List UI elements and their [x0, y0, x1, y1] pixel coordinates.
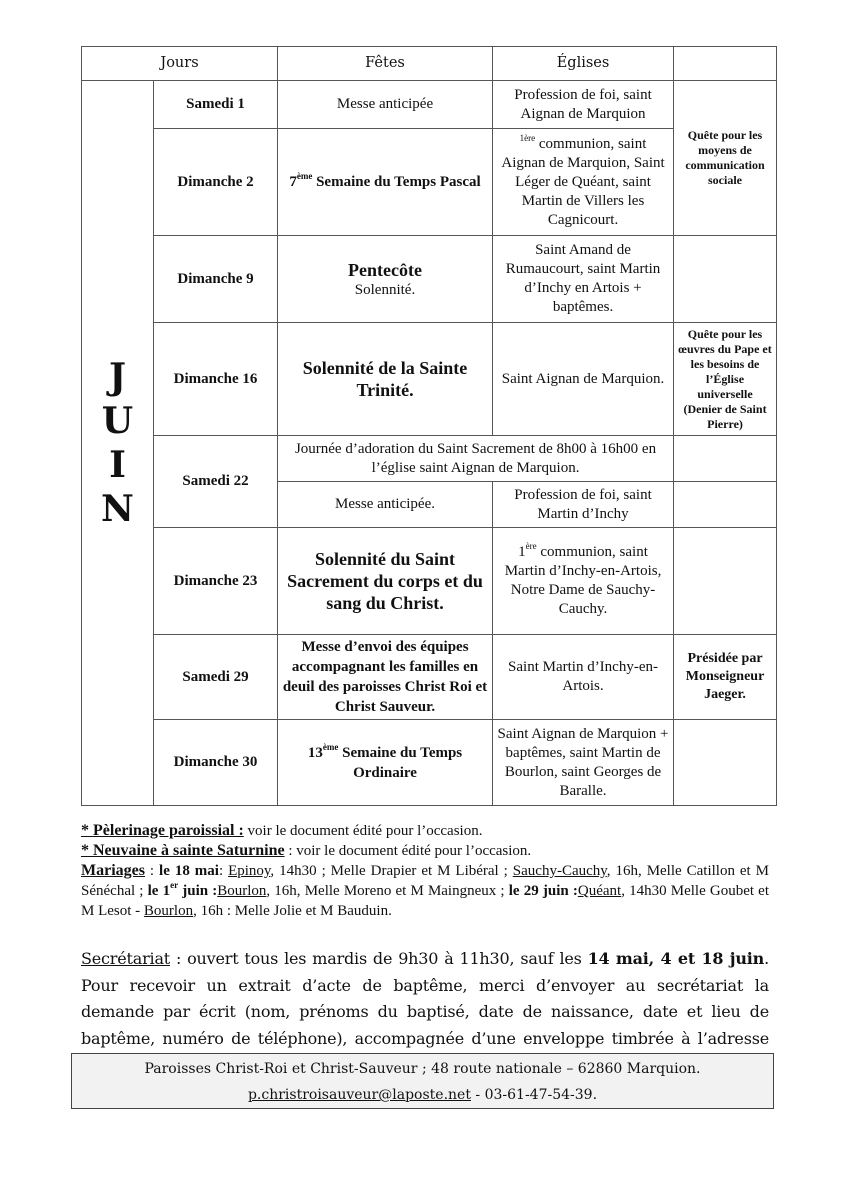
- month-letter: U: [101, 400, 134, 442]
- table-row: [82, 323, 777, 436]
- mariages-text: , 16h : Melle Jolie et M Bauduin.: [193, 903, 392, 919]
- month-letter: J: [108, 356, 127, 398]
- fete-sup: ème: [322, 741, 339, 752]
- mariages-text: :: [218, 863, 229, 879]
- mariages-place: Sauchy-Cauchy: [512, 863, 607, 879]
- mariages-paragraph: [81, 861, 769, 921]
- mariages-text: :: [144, 863, 160, 879]
- eglise-cell: Saint Amand de Rumaucourt, saint Martin d’Inchy en Artois + baptêmes.: [493, 236, 674, 323]
- day-cell: Dimanche 30: [154, 720, 278, 806]
- neuvaine-line: [81, 841, 769, 861]
- fete-cell: Messe anticipée.: [278, 482, 493, 528]
- table-row: [82, 81, 777, 129]
- eglise-sup: ère: [525, 541, 537, 551]
- mariages-place: Epinoy: [228, 863, 271, 879]
- table-row: [82, 528, 777, 635]
- note-cell: [674, 528, 777, 635]
- mariages-label: Mariages: [81, 862, 145, 879]
- day-cell: Dimanche 16: [154, 323, 278, 436]
- fete-text: Semaine du Temps Ordinaire: [338, 744, 463, 781]
- month-letter: N: [101, 488, 134, 530]
- mariages-date: le 18 mai: [159, 863, 219, 879]
- fete-cell: Solennité du Saint Sacrement du corps et du sang du Christ.: [278, 528, 493, 635]
- footer-box: [71, 1053, 774, 1109]
- eglise-text: communion, saint Aignan de Marquion, Saint Léger de Quéant, saint Martin de Villers les Cagnicourt.: [501, 135, 665, 228]
- eglise-cell: Saint Martin d’Inchy-en-Artois.: [493, 635, 674, 720]
- pelerinage-label: * Pèlerinage paroissial :: [81, 822, 244, 839]
- day-cell: Samedi 1: [154, 81, 278, 129]
- mariages-place: Bourlon: [217, 883, 267, 899]
- eglise-cell: Profession de foi, saint Martin d’Inchy: [493, 482, 674, 528]
- mariages-text: , 14h30 Melle Goubet et M Lesot -: [81, 883, 770, 919]
- eglise-cell: Saint Aignan de Marquion.: [493, 323, 674, 436]
- note-cell: [674, 236, 777, 323]
- fete-cell: [278, 236, 493, 323]
- eglise-sup: 1ère: [519, 132, 536, 143]
- secretariat-text: . Pour recevoir un extrait d’acte de baptême, merci d’envoyer au secrétariat la demande par écrit (nom, prénoms du baptisé, date de naissance, date et lieu de baptême, numéro de téléphone), accompagnée d’une enveloppe timbrée à l’adresse: [81, 949, 769, 1048]
- mariages-date: le 29 juin :: [508, 883, 578, 899]
- fete-cell: [278, 720, 493, 806]
- pelerinage-text: voir le document édité pour l’occasion.: [243, 823, 483, 839]
- table-row: [82, 436, 777, 482]
- fete-subtitle: Solennité.: [354, 281, 416, 298]
- pelerinage-line: [81, 821, 769, 841]
- fete-cell: Solennité de la Sainte Trinité.: [278, 323, 493, 436]
- eglise-ordinal: 1: [518, 544, 526, 560]
- footer-phone: 03-61-47-54-39.: [484, 1087, 598, 1103]
- day-cell: Samedi 29: [154, 635, 278, 720]
- eglise-text: communion, saint Martin d’Inchy-en-Artois, Notre Dame de Sauchy-Cauchy.: [504, 544, 662, 617]
- note-cell: Quête pour les moyens de communication sociale: [674, 81, 777, 236]
- fete-ordinal: 13: [307, 744, 323, 761]
- header-eglises: Églises: [493, 47, 674, 81]
- table-row: [82, 635, 777, 720]
- header-row: [82, 47, 777, 81]
- month-label: [82, 81, 154, 806]
- mariages-text: , 16h, Melle Moreno et M Maingneux ;: [266, 883, 509, 899]
- fete-title: Pentecôte: [348, 259, 422, 280]
- footer-separator: -: [470, 1087, 485, 1103]
- mariages-sup: er: [170, 880, 179, 890]
- table-row: [82, 720, 777, 806]
- month-letter: I: [109, 444, 126, 486]
- fete-cell: Messe anticipée: [278, 81, 493, 129]
- eglise-cell: Saint Aignan de Marquion + baptêmes, saint Martin de Bourlon, saint Georges de Baralle.: [493, 720, 674, 806]
- footer-email-link[interactable]: p.christroisauveur@laposte.net: [247, 1087, 471, 1103]
- mariages-date: le 1: [147, 883, 171, 899]
- table-row: [82, 129, 777, 236]
- day-cell: Dimanche 2: [154, 129, 278, 236]
- secretariat-text: ouvert tous les mardis de 9h30 à 11h30, sauf les: [187, 949, 588, 968]
- header-notes: [674, 47, 777, 81]
- info-section: [81, 821, 769, 921]
- eglise-cell: [493, 129, 674, 236]
- fete-cell: [278, 129, 493, 236]
- note-cell: [674, 720, 777, 806]
- table-row: [82, 236, 777, 323]
- note-cell: Présidée par Monseigneur Jaeger.: [674, 635, 777, 720]
- fete-cell: Messe d’envoi des équipes accompagnant les familles en deuil des paroisses Christ Roi et Christ Sauveur.: [278, 635, 493, 720]
- note-cell: [674, 482, 777, 528]
- adoration-cell: Journée d’adoration du Saint Sacrement de 8h00 à 16h00 en l’église saint Aignan de Marquion.: [278, 436, 674, 482]
- secretariat-label: Secrétariat: [81, 949, 171, 968]
- schedule-table: [81, 46, 777, 806]
- fete-text: Semaine du Temps Pascal: [312, 174, 481, 190]
- mariages-place: Quéant: [577, 883, 622, 899]
- neuvaine-text: : voir le document édité pour l’occasion.: [284, 843, 532, 859]
- secretariat-dates: 14 mai, 4 et 18 juin: [587, 949, 765, 968]
- day-cell: Dimanche 9: [154, 236, 278, 323]
- mariages-text: , 14h30 ; Melle Drapier et M Libéral ;: [270, 863, 513, 879]
- footer-contact: [72, 1082, 773, 1108]
- mariages-text: , 16h, Melle Catillon et M Sénéchal ;: [81, 863, 770, 899]
- note-cell: Quête pour les œuvres du Pape et les besoins de l’Église universelle (Denier de Saint Pierre): [674, 323, 777, 436]
- secretariat-colon: :: [170, 949, 188, 968]
- day-cell: Dimanche 23: [154, 528, 278, 635]
- note-cell: [674, 436, 777, 482]
- footer-address: Paroisses Christ-Roi et Christ-Sauveur ; 48 route nationale – 62860 Marquion.: [144, 1061, 701, 1077]
- header-jours: Jours: [82, 47, 278, 81]
- day-cell: Samedi 22: [154, 436, 278, 528]
- fete-sup: ème: [296, 171, 313, 181]
- mariages-place: Bourlon: [143, 903, 194, 919]
- eglise-cell: Profession de foi, saint Aignan de Marquion: [493, 81, 674, 129]
- neuvaine-label: * Neuvaine à sainte Saturnine: [81, 842, 285, 859]
- fete-ordinal: 7: [289, 174, 297, 190]
- mariages-date: juin :: [178, 883, 218, 899]
- eglise-cell: [493, 528, 674, 635]
- header-fetes: Fêtes: [278, 47, 493, 81]
